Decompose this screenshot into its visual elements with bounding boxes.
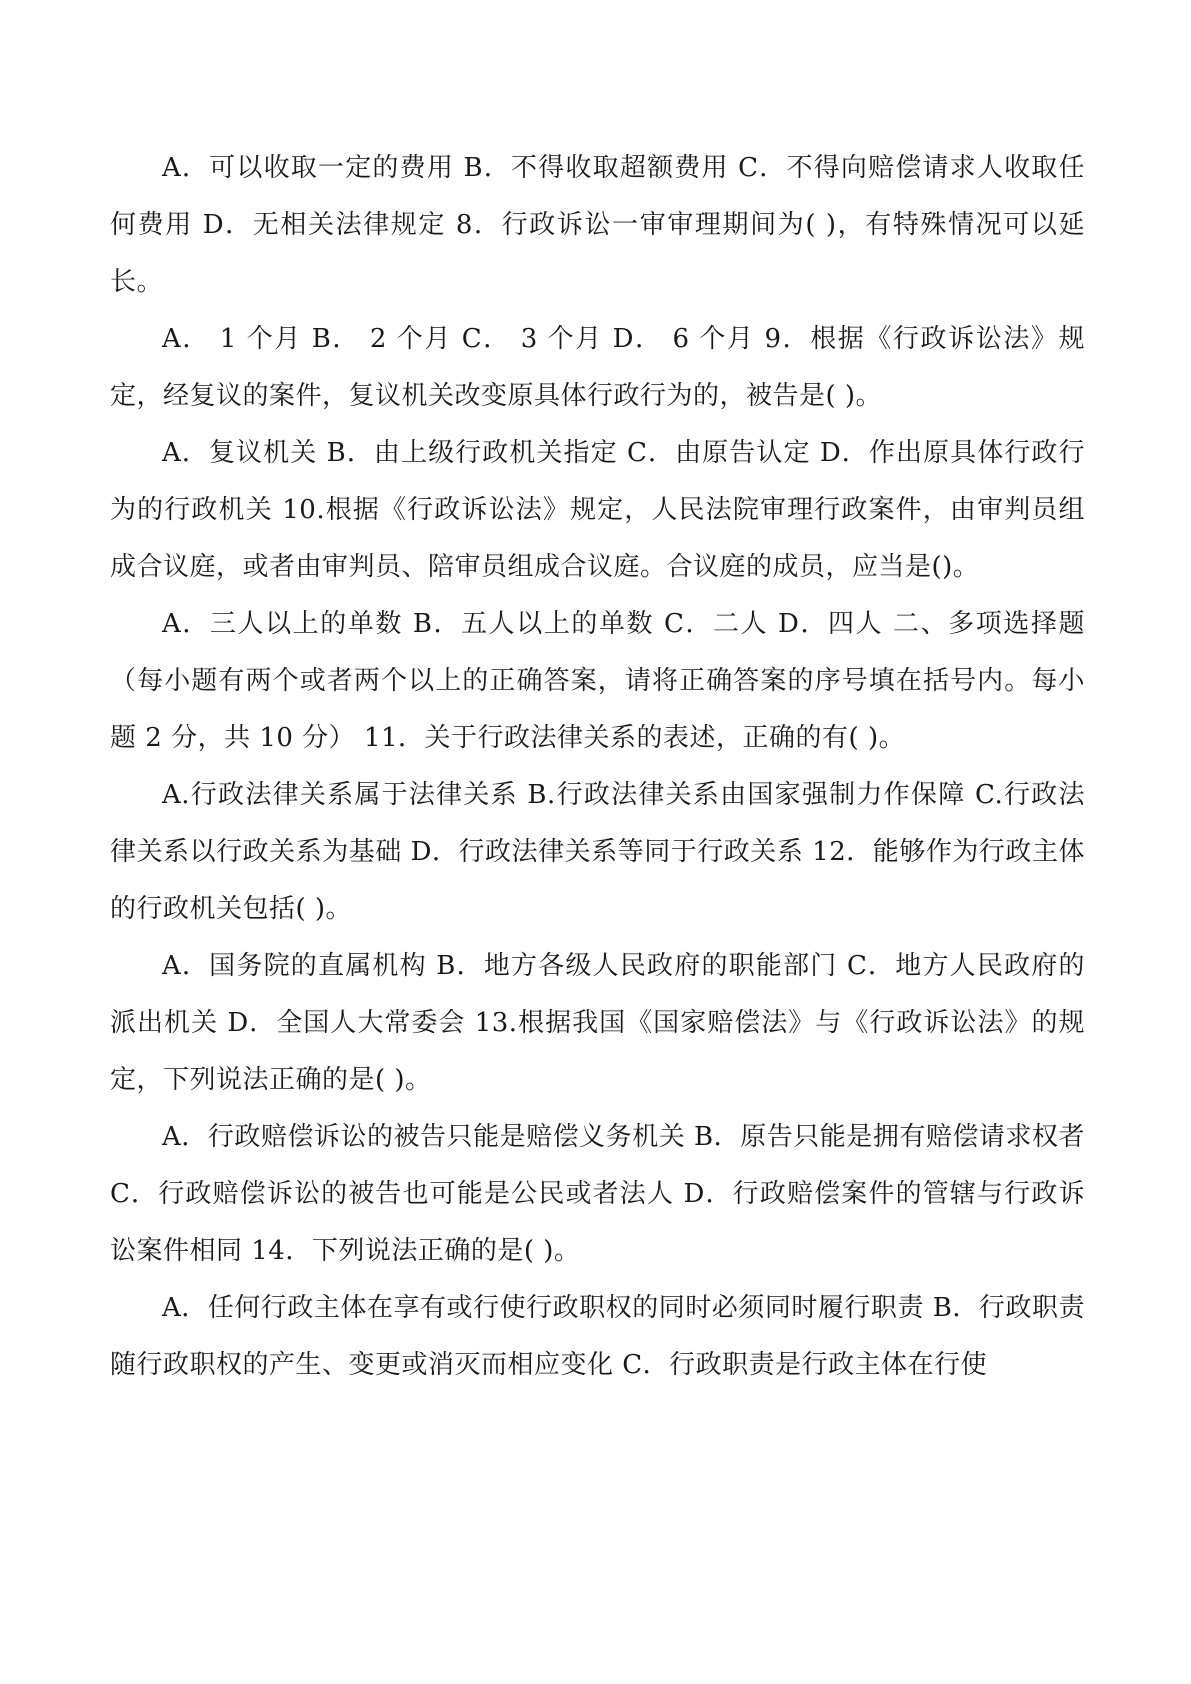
paragraph-3: A．复议机关 B．由上级行政机关指定 C．由原告认定 D．作出原具体行政行为的行政机关 10.根据《行政诉讼法》规定，人民法院审理行政案件，由审判员组成合议庭，或者由审判员、陪审员组成合议庭。合议庭的成员，应当是()。 (110, 438, 1085, 582)
paragraph-7: A．行政赔偿诉讼的被告只能是赔偿义务机关 B．原告只能是拥有赔偿请求权者 C．行政赔偿诉讼的被告也可能是公民或者法人 D．行政赔偿案件的管辖与行政诉讼案件相同 14．下列说法正确的是( )。 (110, 1122, 1085, 1266)
paragraph-8: A．任何行政主体在享有或行使行政职权的同时必须同时履行职责 B．行政职责随行政职权的产生、变更或消灭而相应变化 C．行政职责是行政主体在行使 (110, 1293, 1085, 1380)
paragraph-5: A.行政法律关系属于法律关系 B.行政法律关系由国家强制力作保障 C.行政法律关系以行政关系为基础 D．行政法律关系等同于行政关系 12．能够作为行政主体的行政机关包括( )。 (110, 780, 1085, 924)
document-body (110, 140, 1085, 1394)
paragraph-6: A．国务院的直属机构 B．地方各级人民政府的职能部门 C．地方人民政府的派出机关 D．全国人大常委会 13.根据我国《国家赔偿法》与《行政诉讼法》的规定，下列说法正确的是( )。 (110, 951, 1085, 1095)
paragraph-2: A． 1 个月 B． 2 个月 C． 3 个月 D． 6 个月 9．根据《行政诉讼法》规定，经复议的案件，复议机关改变原具体行政行为的，被告是( )。 (110, 324, 1085, 411)
paragraph-1: A．可以收取一定的费用 B．不得收取超额费用 C．不得向赔偿请求人收取任何费用 D．无相关法律规定 8．行政诉讼一审审理期间为( )，有特殊情况可以延长。 (110, 153, 1085, 297)
paragraph-4: A．三人以上的单数 B．五人以上的单数 C．二人 D．四人 二、多项选择题（每小题有两个或者两个以上的正确答案，请将正确答案的序号填在括号内。每小题 2 分，共 10 分） 11．关于行政法律关系的表述，正确的有( )。 (110, 609, 1085, 753)
